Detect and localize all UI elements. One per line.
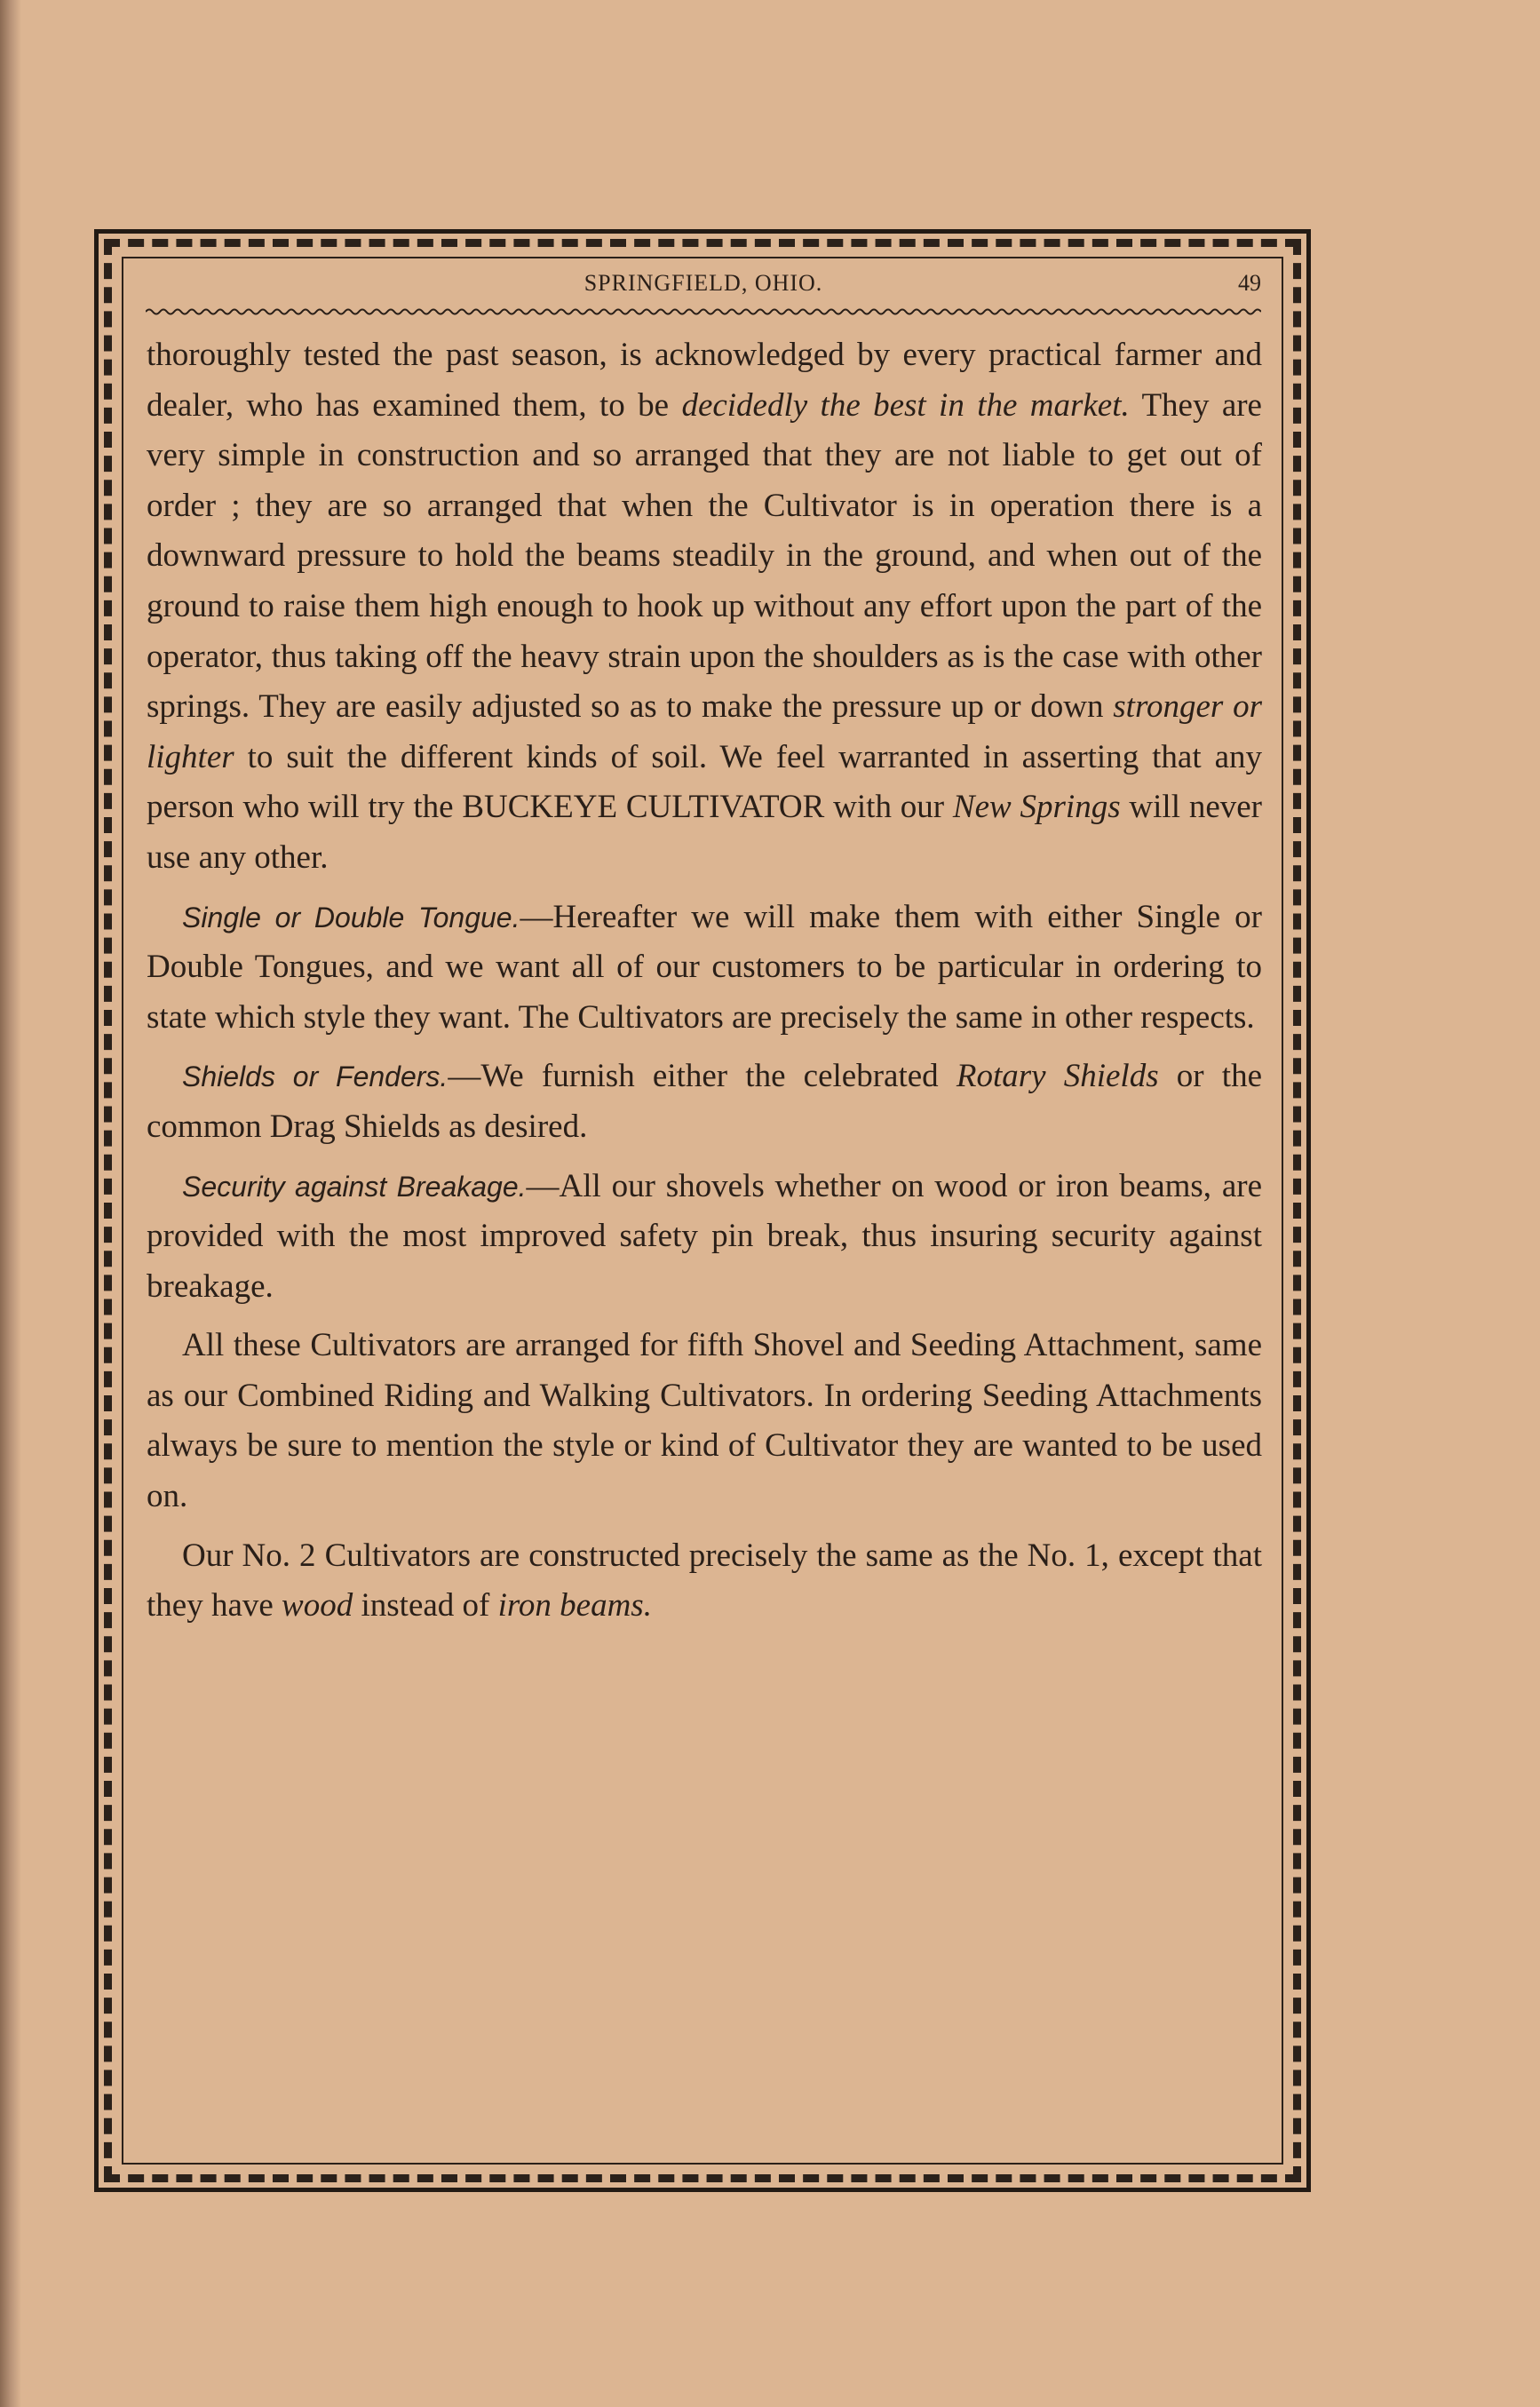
text-span: to suit the different kinds of soil. We feel warranted in asserting that any person who will try the BUCKEYE CULTIVATOR with our [147,738,1262,826]
emphasis-stronger-or-lighter: stronger or lighter [147,688,1262,775]
text-span: They are very simple in construction and so arranged that they are not liable to get out of order ; they are so arranged that when the Cultivator is in operation there is a downward pressure to hold the beams steadily in the ground, and when out of the ground to raise them high enough to hook up without any effort upon the part of the operator, thus taking off the heavy strain upon the shoulders as is the case with other springs. They are easily adjusted so as to make the pressure up or down [147,386,1262,726]
page-header [146,266,1261,302]
emphasis-best-in-market: decidedly the best in the market. [681,386,1130,424]
emphasis-wood: wood [282,1587,353,1625]
paragraph-springs [147,330,1262,884]
page-edge-shadow [0,0,21,2407]
paragraph-tongue [147,893,1262,1044]
paragraph-no2 [147,1531,1262,1632]
wavy-rule-divider [146,306,1261,318]
paragraph-security [147,1162,1262,1313]
page-number: 49 [1238,270,1261,296]
emphasis-rotary-shields: Rotary Shields [956,1058,1159,1095]
body-text [147,330,1262,1632]
paragraph-attachments: All these Cultivators are arranged for fifth Shovel and Seeding Attachment, same as our Combined Riding and Walking Cultivators. In ordering Seeding Attachments always be sure to mention the style or kind of Cultivator they are wanted to be used on. [147,1327,1262,1515]
text-span: Our No. 2 Cultivators are constructed precisely the same as the No. 1, except that they have [147,1537,1262,1625]
text-span: will never use any other. [147,789,1262,876]
text-span: —All our shovels whether on wood or iron beams, are provided with the most improved safety pin break, thus insuring security against breakage. [147,1167,1263,1305]
text-span: —Hereafter we will make them with either Single or Double Tongues, and we want all of our customers to be particular in ordering to state which style they want. The Cultivators are precisely the same in other respects. [147,898,1263,1036]
section-heading-shields: Shields or Fenders. [182,1061,449,1093]
paragraph-shields [147,1052,1262,1152]
emphasis-iron-beams: iron beams. [497,1587,652,1625]
emphasis-new-springs: New Springs [952,789,1121,826]
section-heading-tongue: Single or Double Tongue. [182,901,520,933]
text-span: instead of [353,1587,498,1625]
running-head: SPRINGFIELD, OHIO. [583,270,823,296]
text-span: —We furnish either the celebrated [448,1058,957,1095]
text-span: or the common Drag Shields as desired. [147,1058,1262,1145]
section-heading-security: Security against Breakage. [182,1170,527,1203]
text-span: thoroughly tested the past season, is acknowledged by every practical farmer and dealer, who has examined them, to be [147,337,1262,424]
